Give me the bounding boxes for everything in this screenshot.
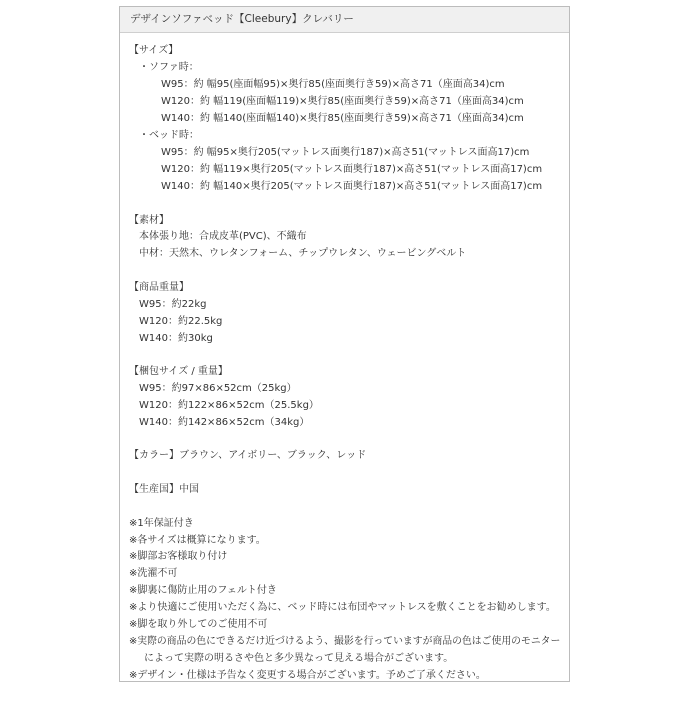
note-felt: ※脚裏に傷防止用のフェルト付き [129, 585, 277, 596]
spec-card [119, 6, 570, 682]
note-color-cont: によって実際の明るさや色と多少異なって見える場合がございます。 [144, 653, 454, 664]
note-warranty: ※1年保証付き [129, 518, 194, 529]
bed-label: ・ベッド時： [139, 130, 199, 141]
material-heading: 【素材】 [129, 215, 169, 226]
material-upholstery: 本体張り地：合成皮革(PVC)、不織布 [139, 231, 307, 242]
weight-w95: W95：約22kg [139, 299, 207, 310]
package-w120: W120：約122×86×52cm（25.5kg） [139, 400, 319, 411]
color-line: 【カラー】ブラウン、アイボリー、ブラック、レッド [129, 450, 367, 461]
note-no-wash: ※洗濯不可 [129, 568, 178, 579]
bed-size-w95: W95：約 幅95×奥行205(マットレス面奥行187)×高さ51(マットレス面高17)cm [161, 147, 530, 158]
sofa-size-w140: W140：約 幅140(座面幅140)×奥行85(座面奥行き59)×高さ71（座面高34)cm [161, 113, 524, 124]
bed-size-w120: W120：約 幅119×奥行205(マットレス面奥行187)×高さ51(マットレス面高17)cm [161, 164, 543, 175]
note-mattress: ※より快適にご使用いただく為に、ベッド時には布団やマットレスを敷くことをお勧めします。 [129, 602, 556, 613]
product-title: デザインソファベッド【Cleebury】クレバリー [120, 7, 569, 33]
note-design-change: ※デザイン・仕様は予告なく変更する場合がございます。予めご了承ください。 [129, 670, 486, 681]
note-legs-attached: ※脚を取り外してのご使用不可 [129, 619, 268, 630]
origin-line: 【生産国】中国 [129, 484, 199, 495]
weight-w120: W120：約22.5kg [139, 316, 223, 327]
sofa-size-w120: W120：約 幅119(座面幅119)×奥行85(座面奥行き59)×高さ71（座面高34)cm [161, 96, 524, 107]
note-color: ※実際の商品の色にできるだけ近づけるよう、撮影を行っていますが商品の色はご使用のモニター [129, 636, 561, 647]
material-filling: 中材：天然木、ウレタンフォーム、チップウレタン、ウェービングベルト [139, 248, 467, 259]
weight-w140: W140：約30kg [139, 333, 213, 344]
sofa-size-w95: W95：約 幅95(座面幅95)×奥行85(座面奥行き59)×高さ71（座面高34)cm [161, 79, 505, 90]
package-w95: W95：約97×86×52cm（25kg） [139, 383, 297, 394]
weight-heading: 【商品重量】 [129, 282, 189, 293]
note-sizes: ※各サイズは概算になります。 [129, 535, 266, 546]
bed-size-w140: W140：約 幅140×奥行205(マットレス面奥行187)×高さ51(マットレス面高17)cm [161, 181, 543, 192]
sofa-label: ・ソファ時： [139, 62, 199, 73]
package-heading: 【梱包サイズ / 重量】 [129, 366, 228, 377]
package-w140: W140：約142×86×52cm（34kg） [139, 417, 310, 428]
size-heading: 【サイズ】 [129, 45, 179, 56]
note-legs-assembly: ※脚部お客様取り付け [129, 551, 228, 562]
